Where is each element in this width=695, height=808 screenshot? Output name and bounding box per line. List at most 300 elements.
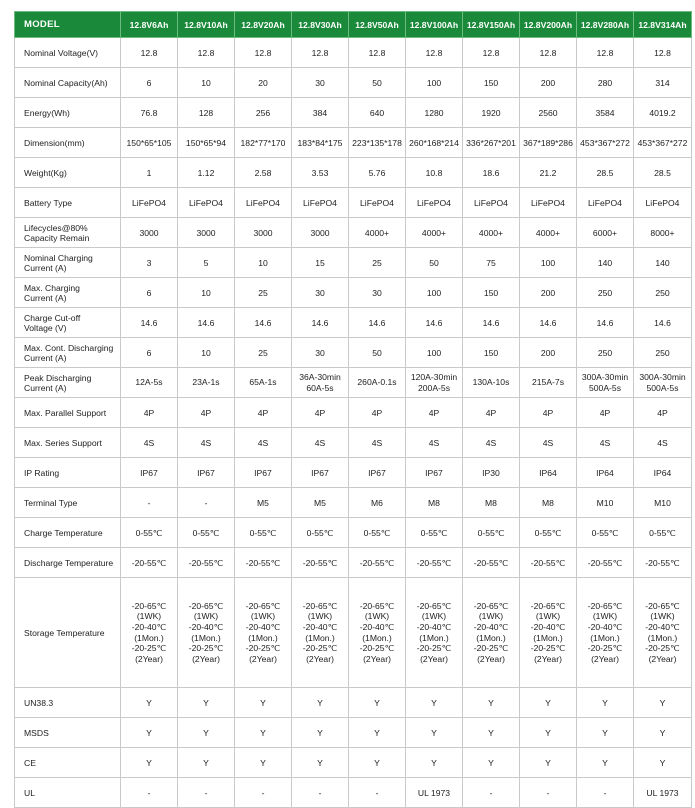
cell-line: 200A-5s: [417, 382, 450, 393]
spec-cell: 12.8: [349, 38, 406, 68]
spec-cell: 1920: [463, 98, 520, 128]
spec-cell: 2.58: [235, 158, 292, 188]
spec-cell: 4P: [634, 398, 692, 428]
spec-cell: -20-55℃: [349, 548, 406, 578]
spec-cell: 250: [577, 338, 634, 368]
spec-cell: 0-55℃: [121, 518, 178, 548]
spec-cell: Y: [577, 748, 634, 778]
spec-cell: 14.6: [121, 308, 178, 338]
spec-cell: 314: [634, 68, 692, 98]
spec-cell: Y: [406, 748, 463, 778]
spec-cell: 150: [463, 68, 520, 98]
spec-cell: 6: [121, 338, 178, 368]
spec-cell: LiFePO4: [406, 188, 463, 218]
spec-cell: M8: [406, 488, 463, 518]
spec-cell: 4S: [634, 428, 692, 458]
cell-line: -20-65℃: [302, 600, 338, 611]
spec-cell: 10: [235, 248, 292, 278]
spec-row-max-parallel-support: [15, 398, 692, 428]
spec-cell: 0-55℃: [178, 518, 235, 548]
header-model-12-8v150ah: 12.8V150Ah: [463, 12, 520, 38]
spec-cell: 453*367*272: [634, 128, 692, 158]
spec-table-header: [15, 12, 692, 38]
spec-cell: 12.8: [292, 38, 349, 68]
spec-cell: [349, 578, 406, 688]
spec-row-discharge-temperature: [15, 548, 692, 578]
cell-line: (1WK): [307, 611, 333, 622]
cell-line: -20-25℃: [359, 643, 395, 654]
spec-cell: Y: [463, 748, 520, 778]
row-label: [15, 128, 121, 158]
spec-cell: IP67: [406, 458, 463, 488]
spec-cell: 1: [121, 158, 178, 188]
spec-cell: LiFePO4: [349, 188, 406, 218]
spec-cell: Y: [292, 748, 349, 778]
spec-table-body: [15, 38, 692, 808]
row-label-line: Nominal Voltage(V): [24, 47, 99, 58]
spec-cell: 3000: [121, 218, 178, 248]
spec-cell: UL 1973: [634, 778, 692, 808]
spec-cell: 4P: [235, 398, 292, 428]
row-label: [15, 338, 121, 368]
spec-row-max-charging-current-a: [15, 278, 692, 308]
spec-cell: Y: [634, 748, 692, 778]
cell-line: (1Mon.): [248, 632, 278, 643]
spec-cell: 75: [463, 248, 520, 278]
spec-cell: 6: [121, 278, 178, 308]
spec-cell: 14.6: [634, 308, 692, 338]
spec-table: [14, 11, 692, 808]
cell-line: -20-65℃: [473, 600, 509, 611]
header-model-12-8v200ah: 12.8V200Ah: [520, 12, 577, 38]
spec-cell: 256: [235, 98, 292, 128]
spec-cell: 100: [520, 248, 577, 278]
row-label: [15, 98, 121, 128]
spec-cell: 50: [406, 248, 463, 278]
spec-cell: Y: [634, 688, 692, 718]
cell-line: -20-40℃: [587, 621, 623, 632]
cell-line: 12A-5s: [135, 377, 163, 388]
spec-cell: [178, 578, 235, 688]
cell-line: 36A-30min: [299, 371, 341, 382]
spec-cell: 12.8: [121, 38, 178, 68]
cell-line: 23A-1s: [192, 377, 220, 388]
spec-cell: Y: [634, 718, 692, 748]
spec-cell: Y: [349, 748, 406, 778]
spec-cell: 4S: [178, 428, 235, 458]
spec-cell: 100: [406, 278, 463, 308]
spec-cell: 150: [463, 338, 520, 368]
spec-cell: -20-55℃: [634, 548, 692, 578]
cell-line: (1Mon.): [590, 632, 620, 643]
spec-cell: [406, 578, 463, 688]
row-label: [15, 188, 121, 218]
cell-line: -20-65℃: [416, 600, 452, 611]
row-label: [15, 368, 121, 398]
cell-line: 130A-10s: [472, 377, 510, 388]
spec-cell: 0-55℃: [406, 518, 463, 548]
spec-cell: 14.6: [520, 308, 577, 338]
cell-line: -20-65℃: [245, 600, 281, 611]
spec-cell: Y: [121, 748, 178, 778]
spec-cell: M6: [349, 488, 406, 518]
spec-cell: Y: [406, 688, 463, 718]
spec-cell: 0-55℃: [292, 518, 349, 548]
spec-cell: -20-55℃: [520, 548, 577, 578]
spec-cell: -: [349, 778, 406, 808]
spec-cell: 0-55℃: [520, 518, 577, 548]
cell-line: -20-25℃: [302, 643, 338, 654]
spec-cell: Y: [235, 718, 292, 748]
spec-cell: 4000+: [520, 218, 577, 248]
header-model-label: MODEL: [15, 12, 121, 38]
spec-cell: M8: [520, 488, 577, 518]
spec-row-lifecycles-80-capacity-remain: [15, 218, 692, 248]
cell-line: (2Year): [363, 653, 391, 664]
cell-line: -20-25℃: [416, 643, 452, 654]
row-label-line: Storage Temperature: [24, 627, 105, 638]
spec-cell: 100: [406, 338, 463, 368]
spec-cell: -: [121, 488, 178, 518]
cell-line: (1WK): [535, 611, 561, 622]
spec-cell: 4000+: [463, 218, 520, 248]
spec-cell: Y: [178, 688, 235, 718]
spec-cell: 28.5: [634, 158, 692, 188]
spec-cell: 0-55℃: [577, 518, 634, 548]
spec-row-storage-temperature: [15, 578, 692, 688]
spec-cell: 14.6: [292, 308, 349, 338]
cell-line: -20-65℃: [587, 600, 623, 611]
spec-cell: 0-55℃: [463, 518, 520, 548]
cell-line: -20-65℃: [188, 600, 224, 611]
cell-line: (2Year): [477, 653, 505, 664]
spec-cell: 30: [349, 278, 406, 308]
spec-cell: [121, 578, 178, 688]
row-label-line: Current (A): [24, 352, 67, 363]
cell-line: (2Year): [648, 653, 677, 664]
spec-cell: 6000+: [577, 218, 634, 248]
row-label-line: Max. Parallel Support: [24, 407, 107, 418]
spec-cell: 0-55℃: [634, 518, 692, 548]
spec-cell: -20-55℃: [121, 548, 178, 578]
spec-cell: 14.6: [406, 308, 463, 338]
spec-cell: 223*135*178: [349, 128, 406, 158]
spec-row-msds: [15, 718, 692, 748]
cell-line: (1WK): [650, 611, 675, 622]
header-model-12-8v6ah: 12.8V6Ah: [121, 12, 178, 38]
spec-cell: [349, 368, 406, 398]
spec-cell: 10: [178, 338, 235, 368]
cell-line: 120A-30min: [410, 371, 458, 382]
spec-cell: 4S: [577, 428, 634, 458]
row-label: [15, 158, 121, 188]
cell-line: -20-25℃: [530, 643, 566, 654]
spec-row-dimension-mm: [15, 128, 692, 158]
spec-cell: 183*84*175: [292, 128, 349, 158]
row-label-line: Nominal Capacity(Ah): [24, 77, 108, 88]
cell-line: (1WK): [592, 611, 618, 622]
spec-cell: 250: [634, 338, 692, 368]
row-label: [15, 278, 121, 308]
row-label-line: Lifecycles@80%: [24, 222, 88, 233]
spec-cell: 12.8: [178, 38, 235, 68]
spec-row-charge-temperature: [15, 518, 692, 548]
spec-cell: 4P: [121, 398, 178, 428]
cell-line: (1Mon.): [362, 632, 392, 643]
spec-cell: 3.53: [292, 158, 349, 188]
spec-cell: 25: [235, 278, 292, 308]
cell-line: (1Mon.): [533, 632, 563, 643]
spec-cell: Y: [121, 688, 178, 718]
row-label-line: Energy(Wh): [24, 107, 70, 118]
spec-row-peak-discharging-current-a: [15, 368, 692, 398]
spec-cell: 76.8: [121, 98, 178, 128]
spec-cell: 128: [178, 98, 235, 128]
spec-cell: M10: [634, 488, 692, 518]
spec-cell: 14.6: [463, 308, 520, 338]
spec-cell: LiFePO4: [292, 188, 349, 218]
spec-cell: Y: [520, 688, 577, 718]
spec-cell: 0-55℃: [235, 518, 292, 548]
spec-cell: 3584: [577, 98, 634, 128]
row-label: [15, 578, 121, 688]
cell-line: (1WK): [193, 611, 219, 622]
spec-cell: 14.6: [178, 308, 235, 338]
row-label-line: Max. Charging: [24, 282, 80, 293]
spec-cell: Y: [577, 688, 634, 718]
row-label: [15, 688, 121, 718]
cell-line: 60A-5s: [306, 382, 334, 393]
cell-line: -20-40℃: [645, 621, 680, 632]
spec-cell: 1280: [406, 98, 463, 128]
cell-line: -20-40℃: [245, 621, 281, 632]
spec-cell: 25: [349, 248, 406, 278]
row-label-line: Charge Temperature: [24, 527, 103, 538]
cell-line: -20-40℃: [359, 621, 395, 632]
spec-cell: LiFePO4: [463, 188, 520, 218]
spec-cell: -20-55℃: [577, 548, 634, 578]
row-label-line: Current (A): [24, 262, 67, 273]
cell-line: -20-40℃: [473, 621, 509, 632]
cell-line: 500A-5s: [646, 382, 679, 393]
spec-row-nominal-capacity-ah: [15, 68, 692, 98]
row-label-line: UL: [24, 787, 35, 798]
header-model-12-8v10ah: 12.8V10Ah: [178, 12, 235, 38]
cell-line: (1Mon.): [647, 632, 678, 643]
cell-line: (2Year): [192, 653, 220, 664]
spec-cell: 200: [520, 338, 577, 368]
spec-cell: 4000+: [349, 218, 406, 248]
spec-cell: 200: [520, 68, 577, 98]
spec-cell: 5.76: [349, 158, 406, 188]
cell-line: (1WK): [136, 611, 162, 622]
cell-line: -20-25℃: [587, 643, 623, 654]
spec-row-terminal-type: [15, 488, 692, 518]
spec-cell: 12.8: [634, 38, 692, 68]
row-label-line: UN38.3: [24, 697, 54, 708]
spec-cell: 453*367*272: [577, 128, 634, 158]
cell-line: 300A-30min: [639, 371, 686, 382]
spec-cell: 12.8: [406, 38, 463, 68]
cell-line: 500A-5s: [588, 382, 621, 393]
spec-cell: 4P: [292, 398, 349, 428]
spec-cell: LiFePO4: [178, 188, 235, 218]
spec-cell: 4P: [406, 398, 463, 428]
spec-cell: -20-55℃: [235, 548, 292, 578]
cell-line: 300A-30min: [581, 371, 629, 382]
spec-cell: 30: [292, 68, 349, 98]
cell-line: 260A-0.1s: [357, 377, 397, 388]
cell-line: -20-65℃: [131, 600, 167, 611]
spec-cell: 3: [121, 248, 178, 278]
spec-row-un38-3: [15, 688, 692, 718]
row-label: [15, 718, 121, 748]
spec-row-max-cont-discharging-current-a: [15, 338, 692, 368]
spec-cell: 182*77*170: [235, 128, 292, 158]
spec-cell: IP64: [577, 458, 634, 488]
spec-cell: 4S: [520, 428, 577, 458]
spec-cell: Y: [577, 718, 634, 748]
spec-cell: 336*267*201: [463, 128, 520, 158]
header-model-12-8v50ah: 12.8V50Ah: [349, 12, 406, 38]
spec-cell: [520, 578, 577, 688]
row-label: [15, 548, 121, 578]
spec-cell: 250: [634, 278, 692, 308]
cell-line: 215A-7s: [531, 377, 564, 388]
spec-row-energy-wh: [15, 98, 692, 128]
spec-cell: LiFePO4: [121, 188, 178, 218]
cell-line: -20-40℃: [416, 621, 452, 632]
spec-cell: [577, 578, 634, 688]
cell-line: (1WK): [364, 611, 390, 622]
cell-line: -20-25℃: [131, 643, 167, 654]
spec-cell: 4P: [178, 398, 235, 428]
spec-cell: Y: [463, 688, 520, 718]
row-label-line: Max. Series Support: [24, 437, 102, 448]
spec-row-max-series-support: [15, 428, 692, 458]
spec-cell: 10: [178, 278, 235, 308]
spec-cell: [121, 368, 178, 398]
spec-cell: 1.12: [178, 158, 235, 188]
spec-cell: M10: [577, 488, 634, 518]
spec-cell: [463, 578, 520, 688]
spec-cell: Y: [463, 718, 520, 748]
cell-line: (1Mon.): [419, 632, 449, 643]
spec-cell: Y: [121, 718, 178, 748]
spec-cell: -: [577, 778, 634, 808]
row-label-line: Current (A): [24, 382, 67, 393]
spec-cell: 150*65*105: [121, 128, 178, 158]
spec-row-ce: [15, 748, 692, 778]
cell-line: -20-25℃: [245, 643, 281, 654]
spec-cell: Y: [349, 718, 406, 748]
spec-cell: 14.6: [577, 308, 634, 338]
spec-cell: 4S: [292, 428, 349, 458]
spec-cell: Y: [292, 688, 349, 718]
spec-cell: 150: [463, 278, 520, 308]
spec-row-charge-cut-off-voltage-v: [15, 308, 692, 338]
spec-cell: Y: [406, 718, 463, 748]
spec-cell: [577, 368, 634, 398]
cell-line: (2Year): [135, 653, 163, 664]
spec-cell: [406, 368, 463, 398]
spec-cell: 4P: [463, 398, 520, 428]
spec-cell: [520, 368, 577, 398]
spec-cell: -20-55℃: [463, 548, 520, 578]
spec-cell: IP67: [292, 458, 349, 488]
row-label-line: Terminal Type: [24, 497, 78, 508]
spec-cell: 4S: [121, 428, 178, 458]
spec-cell: [235, 368, 292, 398]
spec-cell: IP67: [178, 458, 235, 488]
row-label-line: MSDS: [24, 727, 49, 738]
spec-cell: 4P: [577, 398, 634, 428]
row-label-line: Battery Type: [24, 197, 73, 208]
cell-line: -20-25℃: [473, 643, 509, 654]
spec-cell: 250: [577, 278, 634, 308]
spec-cell: 30: [292, 338, 349, 368]
spec-cell: LiFePO4: [634, 188, 692, 218]
spec-cell: IP67: [235, 458, 292, 488]
row-label-line: Voltage (V): [24, 322, 67, 333]
spec-cell: -: [121, 778, 178, 808]
spec-cell: [292, 578, 349, 688]
spec-cell: 21.2: [520, 158, 577, 188]
cell-line: (1Mon.): [191, 632, 221, 643]
spec-cell: Y: [349, 688, 406, 718]
spec-cell: 4S: [349, 428, 406, 458]
spec-cell: UL 1973: [406, 778, 463, 808]
cell-line: 65A-1s: [249, 377, 277, 388]
spec-cell: 12.8: [463, 38, 520, 68]
spec-cell: 4019.2: [634, 98, 692, 128]
spec-row-nominal-voltage-v: [15, 38, 692, 68]
spec-cell: 4P: [520, 398, 577, 428]
spec-cell: LiFePO4: [235, 188, 292, 218]
spec-cell: 150*65*94: [178, 128, 235, 158]
row-label-line: Discharge Temperature: [24, 557, 114, 568]
spec-cell: 30: [292, 278, 349, 308]
spec-cell: -20-55℃: [178, 548, 235, 578]
cell-line: -20-65℃: [359, 600, 395, 611]
spec-cell: Y: [178, 748, 235, 778]
row-label: [15, 458, 121, 488]
spec-cell: IP64: [634, 458, 692, 488]
spec-cell: [178, 368, 235, 398]
cell-line: (1Mon.): [305, 632, 335, 643]
cell-line: (1WK): [421, 611, 447, 622]
cell-line: (2Year): [306, 653, 334, 664]
spec-cell: 4S: [463, 428, 520, 458]
cell-line: (2Year): [249, 653, 277, 664]
cell-line: -20-40℃: [530, 621, 566, 632]
cell-line: (2Year): [534, 653, 562, 664]
header-model-12-8v30ah: 12.8V30Ah: [292, 12, 349, 38]
row-label-line: IP Rating: [24, 467, 60, 478]
spec-cell: M5: [292, 488, 349, 518]
spec-cell: Y: [520, 718, 577, 748]
spec-cell: [463, 368, 520, 398]
spec-cell: [634, 368, 692, 398]
spec-cell: 10.8: [406, 158, 463, 188]
row-label: [15, 428, 121, 458]
cell-line: -20-65℃: [645, 600, 680, 611]
spec-cell: 200: [520, 278, 577, 308]
header-model-12-8v314ah: 12.8V314Ah: [634, 12, 692, 38]
header-model-12-8v100ah: 12.8V100Ah: [406, 12, 463, 38]
spec-cell: 260*168*214: [406, 128, 463, 158]
row-label-line: Dimension(mm): [24, 137, 85, 148]
